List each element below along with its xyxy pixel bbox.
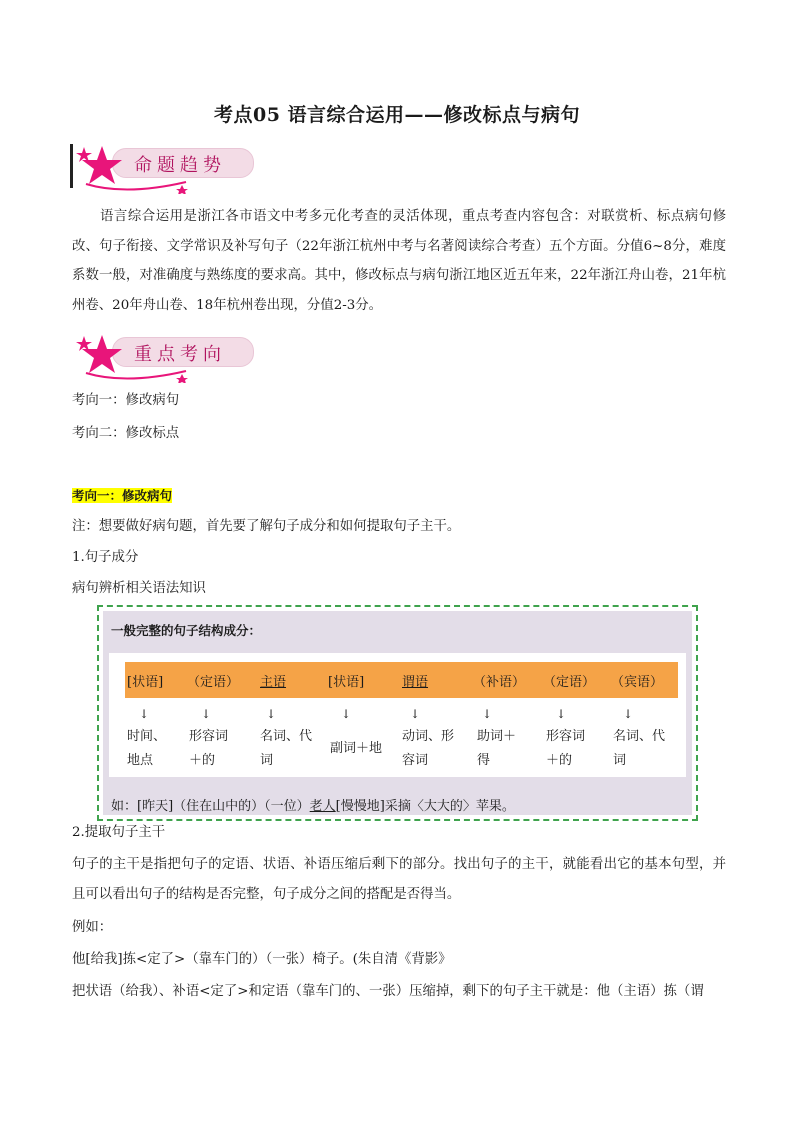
banner-label: 命题趋势: [134, 155, 226, 176]
arrow-down-icon: ↓: [201, 707, 212, 721]
structure-box: [97, 605, 698, 821]
component-label: 主语: [260, 675, 287, 690]
component-label: 谓语: [402, 675, 429, 690]
section-highlight: 考向一：修改病句: [72, 488, 173, 503]
direction-2: 考向二：修改标点: [72, 426, 180, 441]
component-desc: 时间、地点: [127, 729, 167, 768]
banner-trend: [70, 144, 260, 188]
structure-box-bg: [103, 611, 692, 815]
heading-components: 1.句子成分: [72, 550, 139, 565]
subheading-grammar: 病句辨析相关语法知识: [72, 581, 206, 596]
component-desc: 形容词＋的: [189, 729, 229, 768]
note: 注：想要做好病句题，首先要了解句子成分和如何提取句子主干。: [72, 519, 461, 534]
component-desc: 形容词＋的: [546, 729, 586, 768]
component-desc: 动词、形容词: [402, 729, 455, 768]
arrow-down-icon: ↓: [410, 707, 421, 721]
component-desc: 副词＋地: [330, 741, 383, 756]
page-title: 考点05 语言综合运用——修改标点与病句: [213, 104, 581, 126]
component-desc: 名词、代词: [260, 729, 313, 768]
example-subject: 老人: [309, 799, 336, 814]
example-sentence: 他[给我]拣<定了>（靠车门的）（一张）椅子。(朱自清《背影》: [72, 952, 452, 967]
banner-label: 重点考向: [134, 344, 226, 365]
banner-key-directions: [70, 333, 260, 377]
component-label: [状语]: [328, 675, 365, 690]
arrow-down-icon: ↓: [341, 707, 352, 721]
banner-bar: [70, 144, 73, 188]
section-heading: [72, 486, 172, 507]
component-label: [状语]: [127, 675, 164, 690]
structure-example: [111, 795, 515, 814]
heading-main-clause: 2.提取句子主干: [72, 825, 166, 840]
last-line: 把状语（给我）、补语<定了>和定语（靠车门的、一张）压缩掉，剩下的句子主干就是：他（主语）拣（谓: [72, 984, 704, 999]
structure-heading: 一般完整的句子结构成分：: [111, 623, 262, 638]
component-label: （定语）: [543, 675, 596, 690]
component-desc: 助词＋得: [477, 729, 517, 768]
component-label: （补语）: [473, 675, 526, 690]
component-label: （定语）: [187, 675, 240, 690]
arrow-down-icon: ↓: [139, 707, 150, 721]
example-prefix: 如：[昨天]（住在山中的）（一位）: [111, 799, 310, 814]
main-clause-paragraph: 句子的主干是指把句子的定语、状语、补语压缩后剩下的部分。找出句子的主干，就能看出它的基本句型，并且可以看出句子的结构是否完整，句子成分之间的搭配是否得当。: [72, 857, 726, 902]
arrow-down-icon: ↓: [556, 707, 567, 721]
intro-paragraph: 语言综合运用是浙江各市语文中考多元化考查的灵活体现，重点考查内容包含：对联赏析、标点病句修改、句子衔接、文学常识及补写句子（22年浙江杭州中考与名著阅读综合考查）五个方面。分值6~8分，难度系数一般，对准确度与熟练度的要求高。其中，修改标点与病句浙江地区近五年来，22年浙江舟山卷，21年杭州卷、20年舟山卷、18年杭州卷出现，分值2-3分。: [72, 209, 726, 313]
component-label: （宾语）: [611, 675, 664, 690]
example-label: 例如：: [72, 920, 113, 935]
arrow-down-icon: ↓: [482, 707, 493, 721]
component-desc: 名词、代词: [613, 729, 666, 768]
direction-1: 考向一：修改病句: [72, 393, 180, 408]
example-suffix: [慢慢地]采摘〈大大的〉苹果。: [335, 799, 515, 814]
arrow-down-icon: ↓: [623, 707, 634, 721]
arrow-down-icon: ↓: [266, 707, 277, 721]
